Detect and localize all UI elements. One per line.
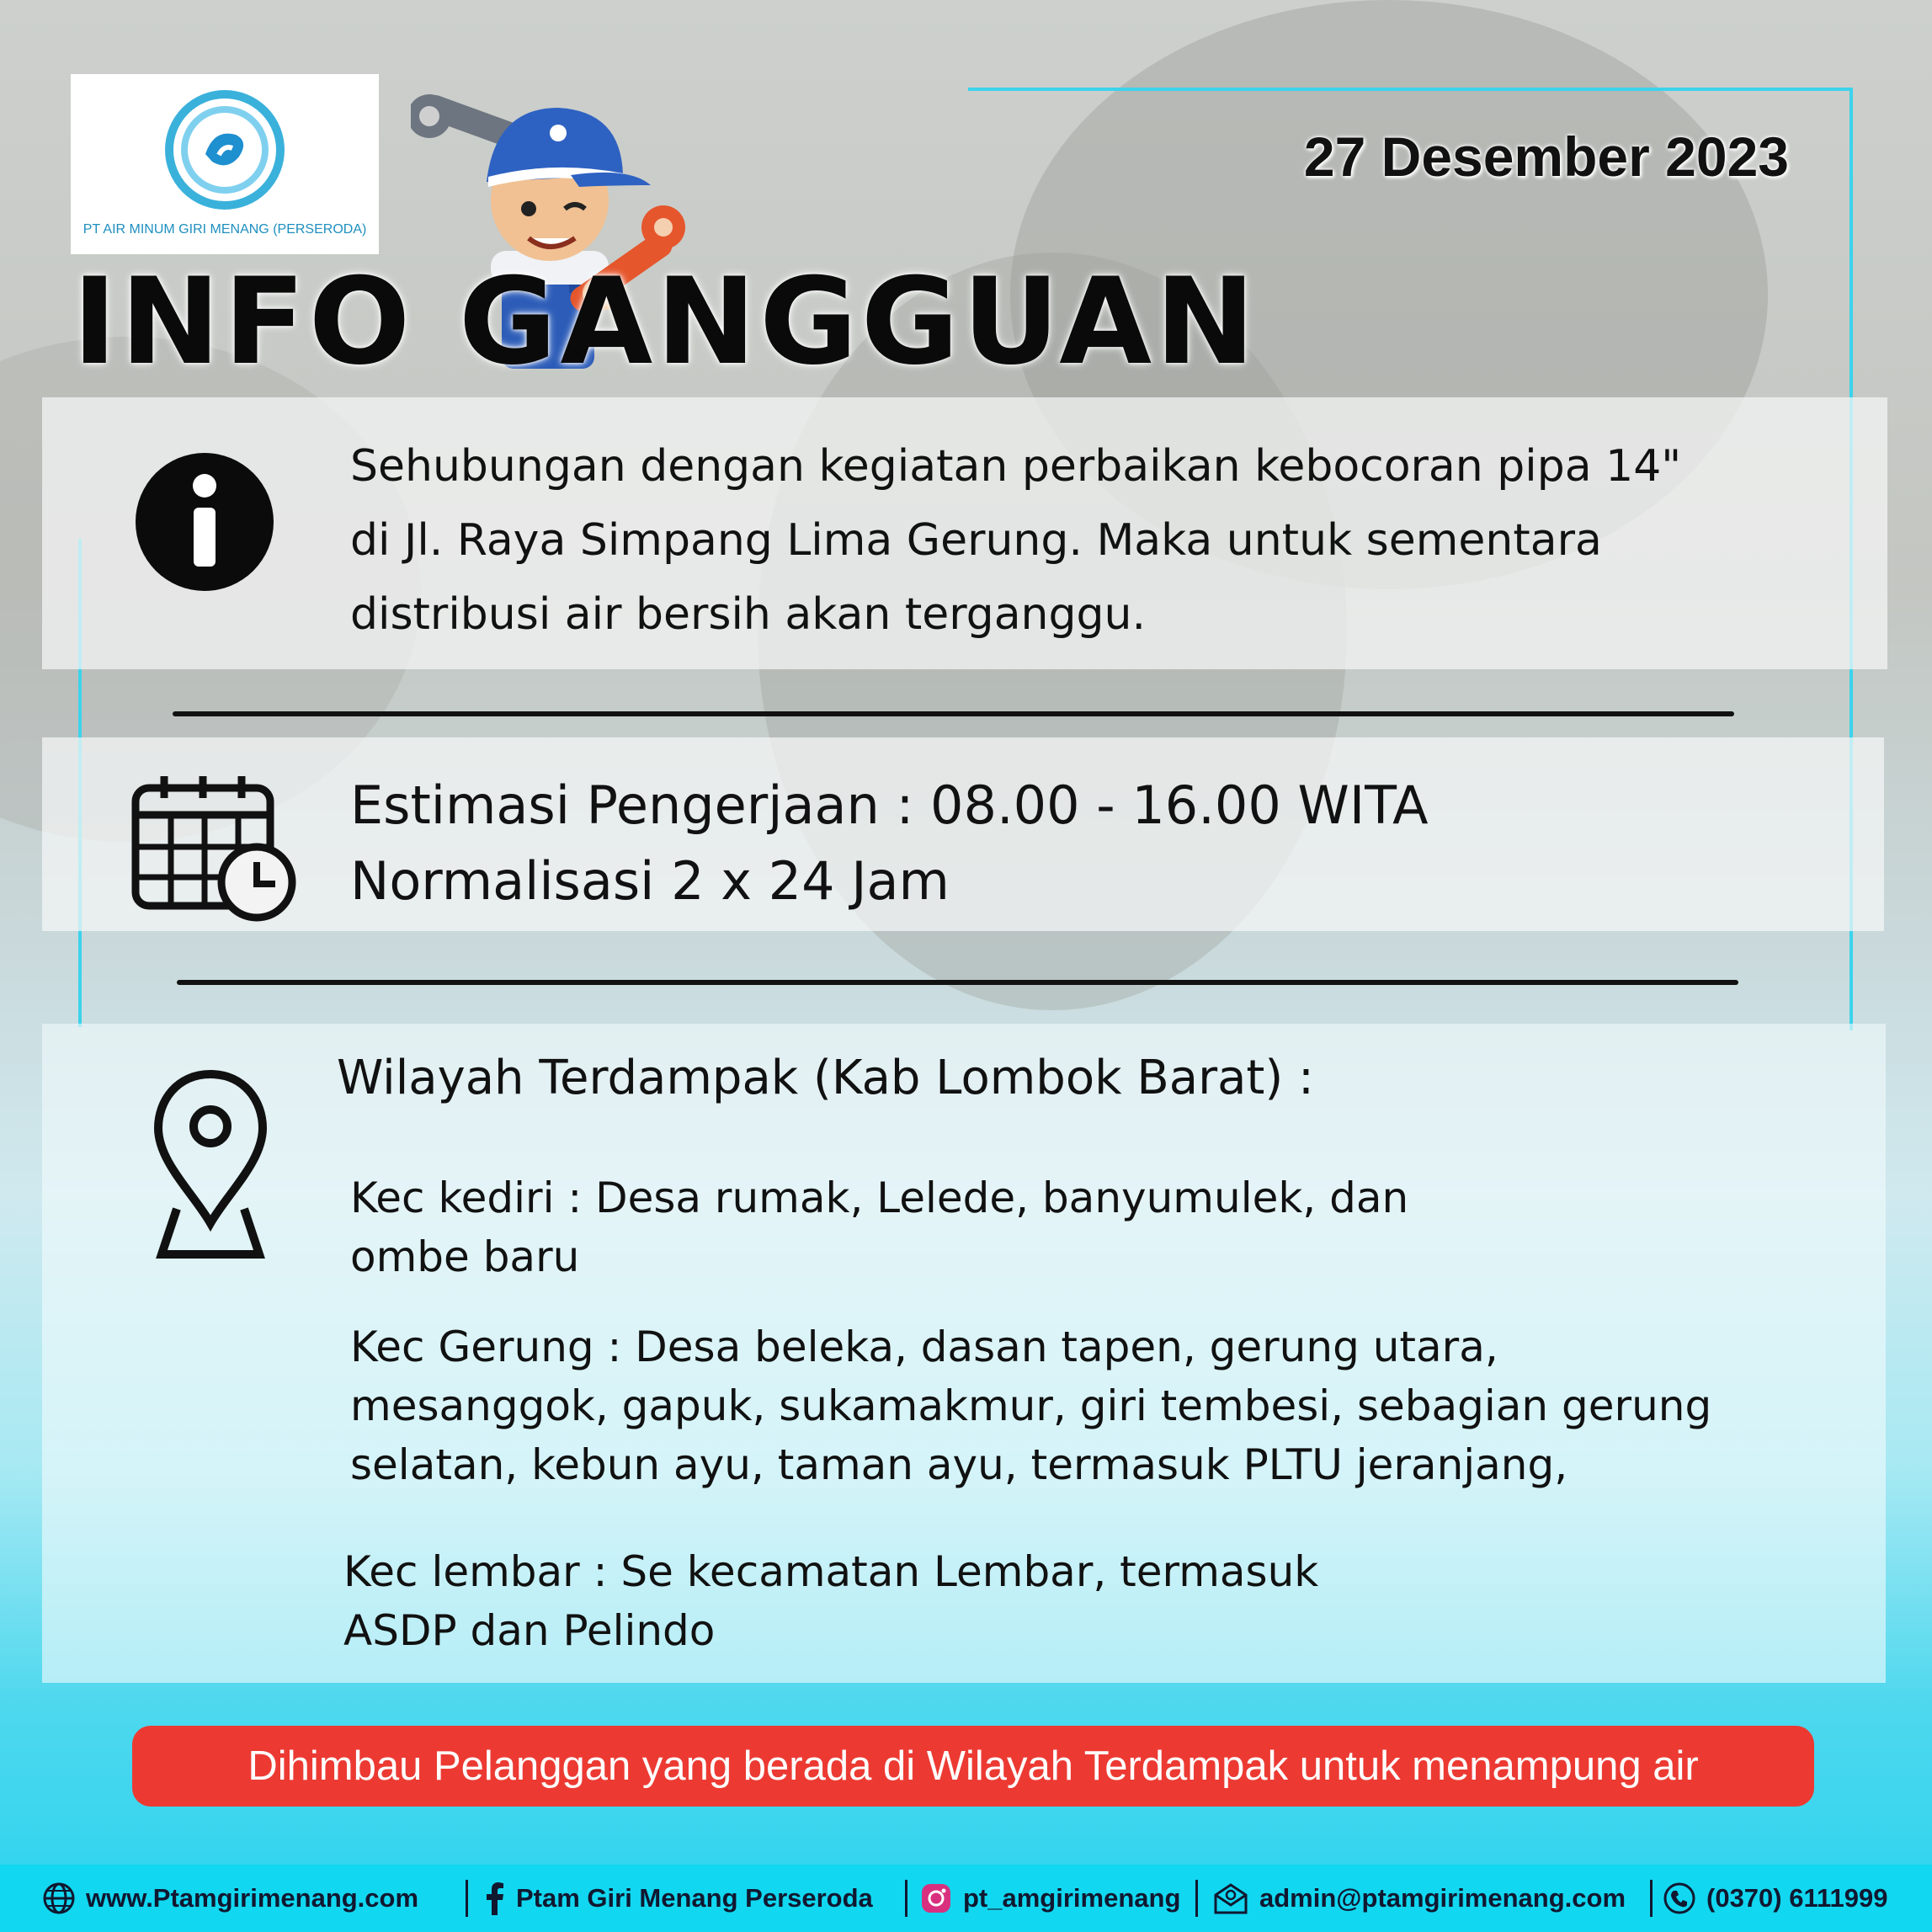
kediri-block <box>350 1168 1832 1286</box>
info-line-1: Sehubungan dengan kegiatan perbaikan kebocoran pipa 14" <box>350 441 1682 492</box>
email-text: admin@ptamgirimenang.com <box>1259 1883 1626 1913</box>
info-text <box>350 429 1832 652</box>
map-pin-icon <box>152 1067 269 1261</box>
normalization-line: Normalisasi 2 x 24 Jam <box>350 850 950 912</box>
instagram-icon <box>919 1881 953 1915</box>
lembar-line-2: ASDP dan Pelindo <box>343 1606 716 1655</box>
gerung-line-1: Kec Gerung : Desa beleka, dasan tapen, gerung utara, <box>350 1323 1498 1371</box>
notice-banner: Dihimbau Pelanggan yang berada di Wilayah Terdampak untuk menampung air <box>132 1726 1814 1807</box>
lembar-line-1: Kec lembar : Se kecamatan Lembar, termasuk <box>343 1547 1319 1596</box>
kediri-line-2: ombe baru <box>350 1232 580 1281</box>
footer-separator <box>905 1880 907 1917</box>
company-name: PT AIR MINUM GIRI MENANG (PERSERODA) <box>82 222 367 237</box>
footer-bar <box>0 1865 1932 1932</box>
phone-text: (0370) 6111999 <box>1706 1883 1888 1913</box>
affected-area-heading: Wilayah Terdampak (Kab Lombok Barat) : <box>337 1051 1314 1105</box>
divider <box>177 980 1738 985</box>
company-logo <box>71 74 379 254</box>
info-icon <box>133 450 276 593</box>
info-line-3: distribusi air bersih akan terganggu. <box>350 589 1147 640</box>
schedule-text <box>350 768 1832 919</box>
lembar-block <box>343 1542 1825 1660</box>
instagram-text: pt_amgirimenang <box>963 1883 1181 1913</box>
footer-website[interactable] <box>42 1881 418 1915</box>
facebook-text: Ptam Giri Menang Perseroda <box>516 1883 873 1913</box>
footer-facebook[interactable] <box>484 1881 873 1915</box>
calendar-clock-icon <box>130 773 299 924</box>
page-title: INFO GANGGUAN <box>72 253 1259 391</box>
frame-top <box>968 88 1852 91</box>
gerung-line-2: mesanggok, gapuk, sukamakmur, giri tembesi, sebagian gerung <box>350 1381 1712 1430</box>
facebook-icon <box>484 1881 506 1915</box>
info-line-2: di Jl. Raya Simpang Lima Gerung. Maka untuk sementara <box>350 515 1602 566</box>
footer-separator <box>1195 1880 1198 1917</box>
footer-separator <box>1650 1880 1653 1917</box>
globe-icon <box>42 1881 76 1915</box>
date-label: 27 Desember 2023 <box>1303 125 1789 188</box>
footer-email[interactable] <box>1212 1881 1626 1915</box>
email-icon <box>1212 1881 1249 1915</box>
footer-separator <box>466 1880 468 1917</box>
wave-logo-icon <box>71 74 379 221</box>
footer-phone[interactable] <box>1663 1881 1888 1915</box>
kediri-line-1: Kec kediri : Desa rumak, Lelede, banyumulek, dan <box>350 1174 1409 1222</box>
footer-instagram[interactable] <box>919 1881 1180 1915</box>
gerung-block <box>350 1317 1832 1494</box>
gerung-line-3: selatan, kebun ayu, taman ayu, termasuk PLTU jeranjang, <box>350 1440 1568 1489</box>
divider <box>173 711 1734 716</box>
estimate-line: Estimasi Pengerjaan : 08.00 - 16.00 WITA <box>350 774 1429 836</box>
website-text: www.Ptamgirimenang.com <box>86 1883 419 1913</box>
phone-icon <box>1663 1881 1696 1915</box>
